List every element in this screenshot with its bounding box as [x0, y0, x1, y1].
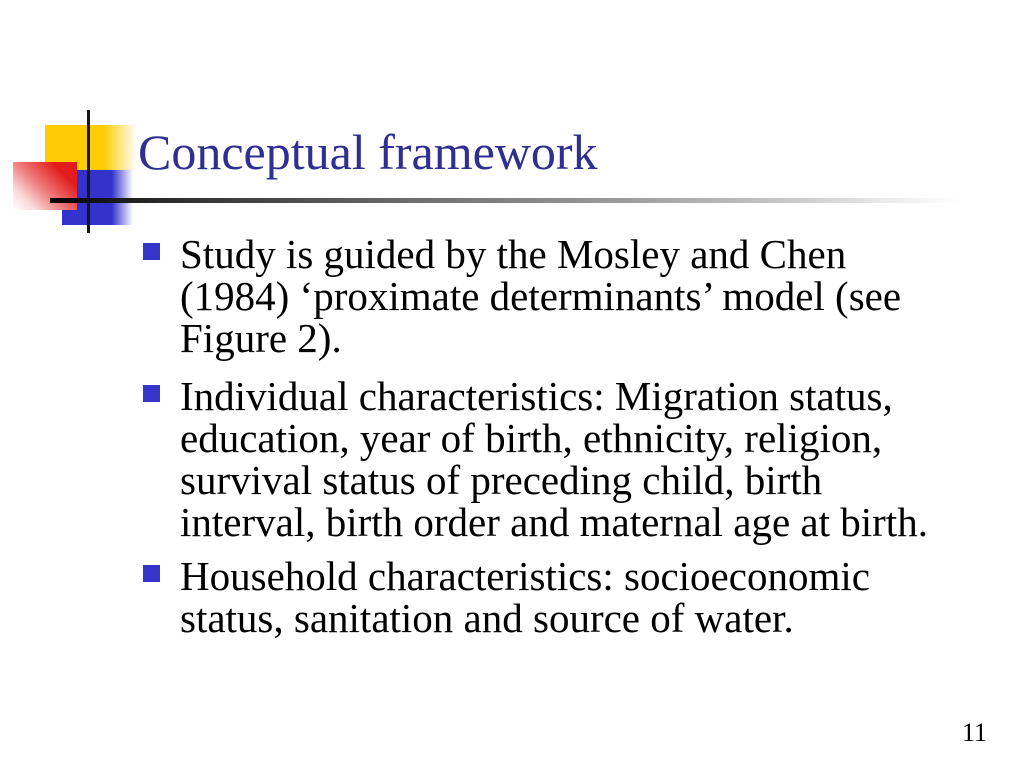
- bullet-item-study: [143, 233, 973, 359]
- bullet-square-icon: [143, 385, 160, 402]
- bullet-text-line: status, sanitation and source of water.: [180, 595, 794, 641]
- bullet-square-icon: [143, 243, 160, 260]
- decoration-vertical-line: [87, 110, 90, 233]
- bullet-square-icon: [143, 565, 160, 582]
- slide-title: Conceptual framework: [138, 124, 598, 180]
- bullet-text-line: Individual characteristics: Migration status,: [180, 373, 893, 419]
- page-number: 11: [961, 718, 987, 747]
- bullet-text-line: education, year of birth, ethnicity, religion,: [180, 415, 883, 461]
- bullet-text-line: Study is guided by the Mosley and Chen: [180, 231, 847, 277]
- bullet-item-household-characteristics: [143, 555, 973, 639]
- bullet-text-line: Household characteristics: socioeconomic: [180, 553, 870, 599]
- bullet-text-line: Figure 2).: [180, 315, 342, 361]
- bullet-text-line: interval, birth order and maternal age at birth.: [180, 499, 928, 545]
- bullet-text-line: (1984) ‘proximate determinants’ model (see: [180, 273, 902, 319]
- bullet-list: [143, 233, 973, 639]
- bullet-text-line: survival status of preceding child, birth: [180, 457, 823, 503]
- bullet-item-individual-characteristics: [143, 375, 973, 543]
- title-underline-rule: [50, 198, 962, 203]
